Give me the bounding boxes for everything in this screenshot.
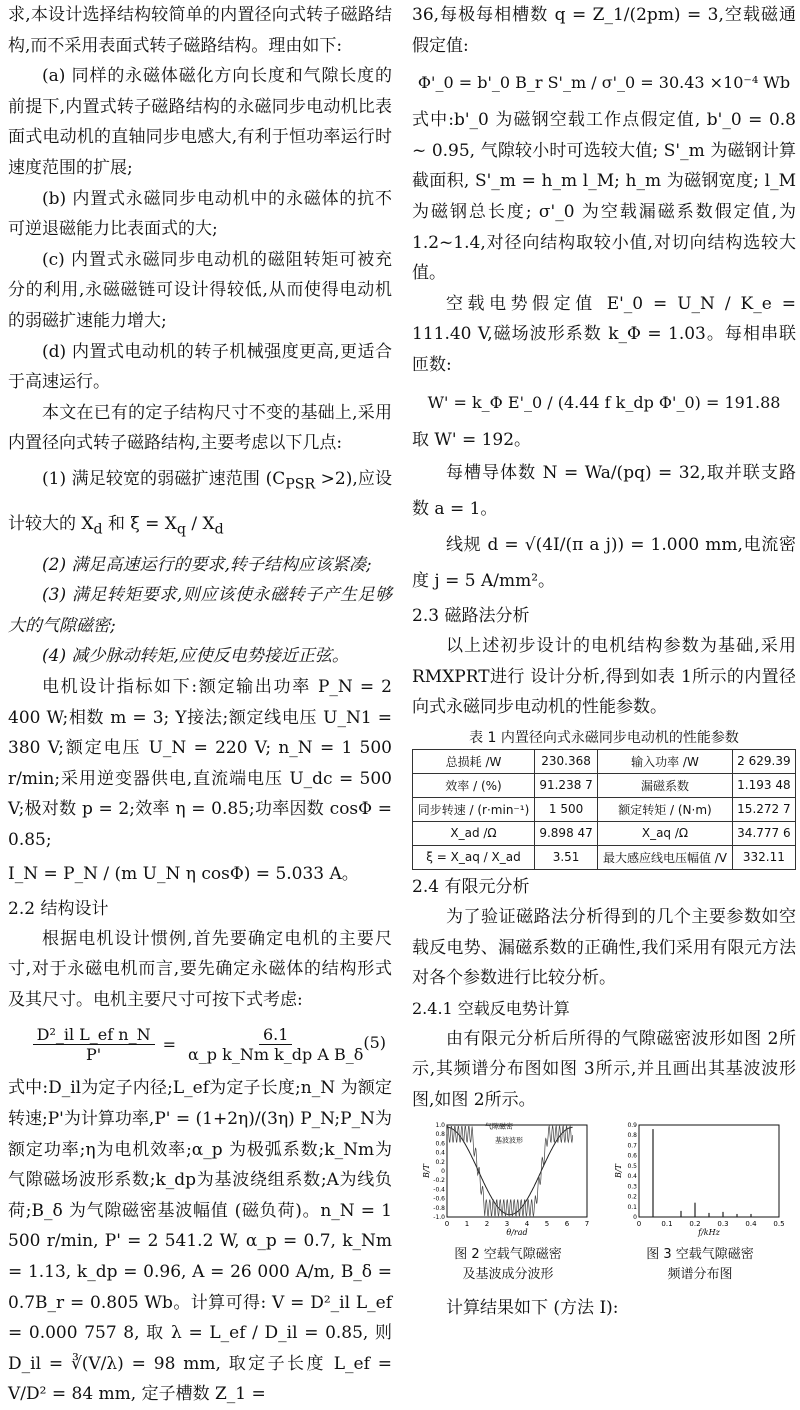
y-tick-label: -0.4 bbox=[433, 1186, 445, 1194]
paragraph: 本文在已有的定子结构尺寸不变的基础上,采用内置径向式转子磁路结构,主要考虑以下几点: bbox=[8, 402, 392, 454]
reason-c: (c) 内置式永磁同步电动机的磁阻转矩可被充分的利用,永磁磁链可设计得较低,从而使得电动机的弱磁扩速能力增大; bbox=[8, 249, 392, 331]
table-caption: 表 1 内置径向式永磁同步电动机的性能参数 bbox=[469, 729, 739, 746]
legend-label: 基波波形 bbox=[495, 1136, 523, 1145]
y-tick-label: -0.6 bbox=[433, 1196, 445, 1204]
y-tick-label: 0.2 bbox=[627, 1194, 637, 1202]
figures bbox=[412, 1121, 796, 1285]
table-cell: 3.51 bbox=[534, 845, 597, 869]
y-tick-label: 0.4 bbox=[435, 1150, 445, 1158]
table-cell: 额定转矩 / (N·m) bbox=[598, 797, 733, 821]
paragraph: 式中:D_il为定子内径;L_ef为定子长度;n_N 为额定转速;P'为计算功率,P' = (1+2η)/(3η) P_N;P_N为额定功率;η为电机效率;α_p 为极弧系数;k_Nm为气隙磁场波形系数;k_dp为基波绕组系数;A为线负荷;B_δ 为气隙磁密基波幅值 (磁负荷)。n_N = 1 500 r/min, P' = 2 541.2 W, α_p = 0.7, k_Nm = 1.13, k_dp = 0.96, A = 26 000 A/m, B_δ = 0.7B_r = 0.805 Wb。计算可得: V = D²_il L_ef = 0.000 757 8, 取 λ = L_ef / D_il = 0.85, 则 D_il = ∛(V/λ) = 98 mm, 取定子长度 L_ef = V/D² = 84 mm, 定子槽数 Z_1 = bbox=[8, 1078, 392, 1405]
section-heading: 2.2 结构设计 bbox=[8, 898, 109, 919]
table-row bbox=[413, 821, 796, 845]
table-cell: 15.272 7 bbox=[732, 797, 795, 821]
paragraph: 空载电势假定值 E'_0 = U_N / K_e = 111.40 V,磁场波形系数 k_Φ = 1.03。每相串联匝数: bbox=[412, 293, 796, 375]
legend-label: 气隙磁密 bbox=[485, 1123, 513, 1132]
x-axis-label: f/kHz bbox=[698, 1228, 720, 1238]
item-2: (2) 满足高速运行的要求,转子结构应该紧凑; bbox=[42, 554, 372, 575]
table-cell: 最大感应线电压幅值 /V bbox=[598, 845, 733, 869]
paragraph: 根据电机设计惯例,首先要确定电机的主要尺寸,对于永磁电机而言,要先确定永磁体的结构形式及其尺寸。电机主要尺寸可按下式考虑: bbox=[8, 928, 392, 1010]
performance-table bbox=[412, 749, 796, 870]
table-cell: 9.898 47 bbox=[534, 821, 597, 845]
paragraph: 式中:b'_0 为磁钢空载工作点假定值, b'_0 = 0.8 ~ 0.95, 气隙较小时可选较大值; S'_m 为磁钢计算截面积, S'_m = h_m l_M; h_m 为磁钢宽度; l_M 为磁钢总长度; σ'_0 为空载漏磁系数假定值,为 1.2~1.4,对径向结构取较小值,对切向结构选较大值。 bbox=[412, 110, 796, 284]
airgap-flux-chart bbox=[423, 1121, 593, 1241]
y-axis-label: B/T bbox=[422, 1164, 431, 1179]
equation-phi: Φ'_0 = b'_0 B_r S'_m / σ'_0 = 30.43 ×10⁻⁴ Wb bbox=[417, 73, 791, 93]
table-cell: 2 629.39 bbox=[732, 749, 795, 773]
paragraph: 取 W' = 192。 bbox=[412, 429, 532, 450]
y-tick-label: 1.0 bbox=[435, 1122, 445, 1130]
table-cell: 34.777 6 bbox=[732, 821, 795, 845]
x-tick-label: 3 bbox=[504, 1220, 510, 1229]
table-row bbox=[413, 773, 796, 797]
equation-w: W' = k_Φ E'_0 / (4.44 f k_dp Φ'_0) = 191.88 bbox=[427, 392, 781, 412]
y-tick-label: 0.5 bbox=[627, 1163, 637, 1171]
table-cell: 输入功率 /W bbox=[598, 749, 733, 773]
item-3: (3) 满足转矩要求,则应该使永磁转子产生足够大的气隙磁密; bbox=[8, 585, 392, 636]
figure-3 bbox=[615, 1121, 785, 1285]
y-tick-label: 0.3 bbox=[627, 1183, 637, 1191]
x-tick-label: 4 bbox=[524, 1220, 530, 1229]
table-cell: 同步转速 / (r·min⁻¹) bbox=[413, 797, 535, 821]
y-tick-label: -0.8 bbox=[433, 1205, 445, 1213]
paragraph: 线规 d = √(4I/(π a j)) = 1.000 mm,电流密度 j = 5 A/mm²。 bbox=[412, 535, 796, 592]
table-cell: 1.193 48 bbox=[732, 773, 795, 797]
paragraph: 由有限元分析后所得的气隙磁密波形如图 2所示,其频谱分布图如图 3所示,并且画出其基波波形图,如图 2所示。 bbox=[412, 1028, 796, 1110]
table-cell: 效率 / (%) bbox=[413, 773, 535, 797]
figure-2 bbox=[423, 1121, 593, 1285]
equation-5: $\frac{\text{D²\_il L\_ef n\_N}}{P'}$ = $\frac{6.1}{\text{α\_p k\_Nm k\_dp A B\_δ}}$ (5) bbox=[8, 1017, 392, 1071]
x-tick-label: 1 bbox=[464, 1220, 470, 1229]
table-cell: 332.11 bbox=[732, 845, 795, 869]
table-cell: 漏磁系数 bbox=[598, 773, 733, 797]
y-tick-label: 0.7 bbox=[627, 1142, 637, 1150]
y-tick-label: 0.6 bbox=[435, 1140, 445, 1148]
current-formula: I_N = P_N / (m U_N η cosΦ) = 5.033 A。 bbox=[8, 863, 359, 884]
table-row bbox=[413, 749, 796, 773]
y-tick-label: 0.2 bbox=[435, 1159, 445, 1167]
y-tick-label: 0 bbox=[441, 1168, 445, 1176]
paragraph: 计算结果如下 (方法 I): bbox=[446, 1298, 619, 1319]
paragraph: 求,本设计选择结构较简单的内置径向式转子磁路结构,而不采用表面式转子磁路结构。理由如下: bbox=[8, 5, 392, 56]
x-tick-label: 0.2 bbox=[689, 1220, 701, 1229]
paragraph: 36,每极每相槽数 q = Z_1/(2pm) = 3,空载磁通假定值: bbox=[412, 5, 796, 56]
paragraph: 为了验证磁路法分析得到的几个主要参数如空载反电势、漏磁系数的正确性,我们采用有限元方法对各个参数进行比较分析。 bbox=[412, 906, 796, 989]
design-spec: 电机设计指标如下:额定输出功率 P_N = 2 400 W;相数 m = 3; Y接法;额定线电压 U_N1 = 380 V;额定电压 U_N = 220 V; n_N = 1 500 r/min;采用逆变器供电,直流端电压 U_dc = 500 V;极对数 p = 2;效率 η = 0.85;功率因数 cosΦ = 0.85; bbox=[8, 677, 392, 851]
table-cell: 91.238 7 bbox=[534, 773, 597, 797]
table-cell: 230.368 bbox=[534, 749, 597, 773]
item-1: (1) 满足较宽的弱磁扩速范围 $(C_{PSR} >2)$,应设计较大的 $X_d$ 和 $\xi = X_q / X_d$ bbox=[8, 468, 392, 538]
table-row bbox=[413, 797, 796, 821]
paragraph: 每槽导体数 N = Wa/(pq) = 32,取并联支路数 a = 1。 bbox=[412, 463, 796, 520]
x-tick-label: 0.3 bbox=[717, 1220, 729, 1229]
y-tick-label: 0.9 bbox=[627, 1122, 637, 1130]
table-row bbox=[413, 845, 796, 869]
y-tick-label: 0.8 bbox=[435, 1131, 445, 1139]
section-heading: 2.4 有限元分析 bbox=[412, 876, 530, 897]
x-tick-label: 0 bbox=[444, 1220, 450, 1229]
x-tick-label: 6 bbox=[564, 1220, 570, 1229]
spectrum-chart bbox=[615, 1121, 785, 1241]
figure-caption: 图 3 空载气隙磁密 bbox=[646, 1247, 754, 1263]
section-heading: 2.3 磁路法分析 bbox=[412, 606, 530, 627]
table-cell: 总损耗 /W bbox=[413, 749, 535, 773]
reason-d: (d) 内置式电动机的转子机械强度更高,更适合于高速运行。 bbox=[8, 341, 392, 393]
figure-caption: 图 2 空载气隙磁密 bbox=[454, 1247, 562, 1263]
y-tick-label: 0.6 bbox=[627, 1153, 637, 1161]
y-tick-label: 0.1 bbox=[627, 1204, 637, 1212]
y-tick-label: -0.2 bbox=[433, 1177, 445, 1185]
subsection-heading: 2.4.1 空载反电势计算 bbox=[412, 998, 570, 1018]
x-tick-label: 2 bbox=[484, 1220, 490, 1229]
x-tick-label: 7 bbox=[584, 1220, 590, 1229]
left-column bbox=[8, 0, 392, 1410]
y-axis-label: B/T bbox=[614, 1164, 623, 1179]
right-column bbox=[412, 0, 796, 1324]
table-cell: X_ad /Ω bbox=[413, 821, 535, 845]
x-tick-label: 0.4 bbox=[745, 1220, 757, 1229]
y-tick-label: -1.0 bbox=[433, 1214, 445, 1222]
reason-a: (a) 同样的永磁体磁化方向长度和气隙长度的前提下,内置式转子磁路结构的永磁同步电动机比表面式电动机的直轴同步电感大,有利于恒功率运行时速度范围的扩展; bbox=[8, 66, 392, 178]
table-cell: ξ = X_aq / X_ad bbox=[413, 845, 535, 869]
x-tick-label: 0 bbox=[636, 1220, 642, 1229]
item-4: (4) 减少脉动转矩,应使反电势接近正弦。 bbox=[42, 646, 349, 667]
y-tick-label: 0 bbox=[633, 1214, 637, 1222]
figure-caption: 频谱分布图 bbox=[667, 1267, 733, 1283]
x-tick-label: 0.1 bbox=[661, 1220, 673, 1229]
reason-b: (b) 内置式永磁同步电动机中的永磁体的抗不可逆退磁能力比表面式的大; bbox=[8, 188, 392, 240]
plot-frame bbox=[639, 1125, 779, 1217]
table-cell: X_aq /Ω bbox=[598, 821, 733, 845]
x-axis-label: θ/rad bbox=[506, 1228, 528, 1238]
y-tick-label: 0.8 bbox=[627, 1132, 637, 1140]
x-tick-label: 5 bbox=[544, 1220, 550, 1229]
x-tick-label: 0.5 bbox=[773, 1220, 785, 1229]
y-tick-label: 0.4 bbox=[627, 1173, 637, 1181]
figure-caption: 及基波成分波形 bbox=[462, 1267, 554, 1283]
table-cell: 1 500 bbox=[534, 797, 597, 821]
paragraph: 以上述初步设计的电机结构参数为基础,采用 RMXPRT进行 设计分析,得到如表 1所示的内置径向式永磁同步电动机的性能参数。 bbox=[412, 636, 796, 718]
